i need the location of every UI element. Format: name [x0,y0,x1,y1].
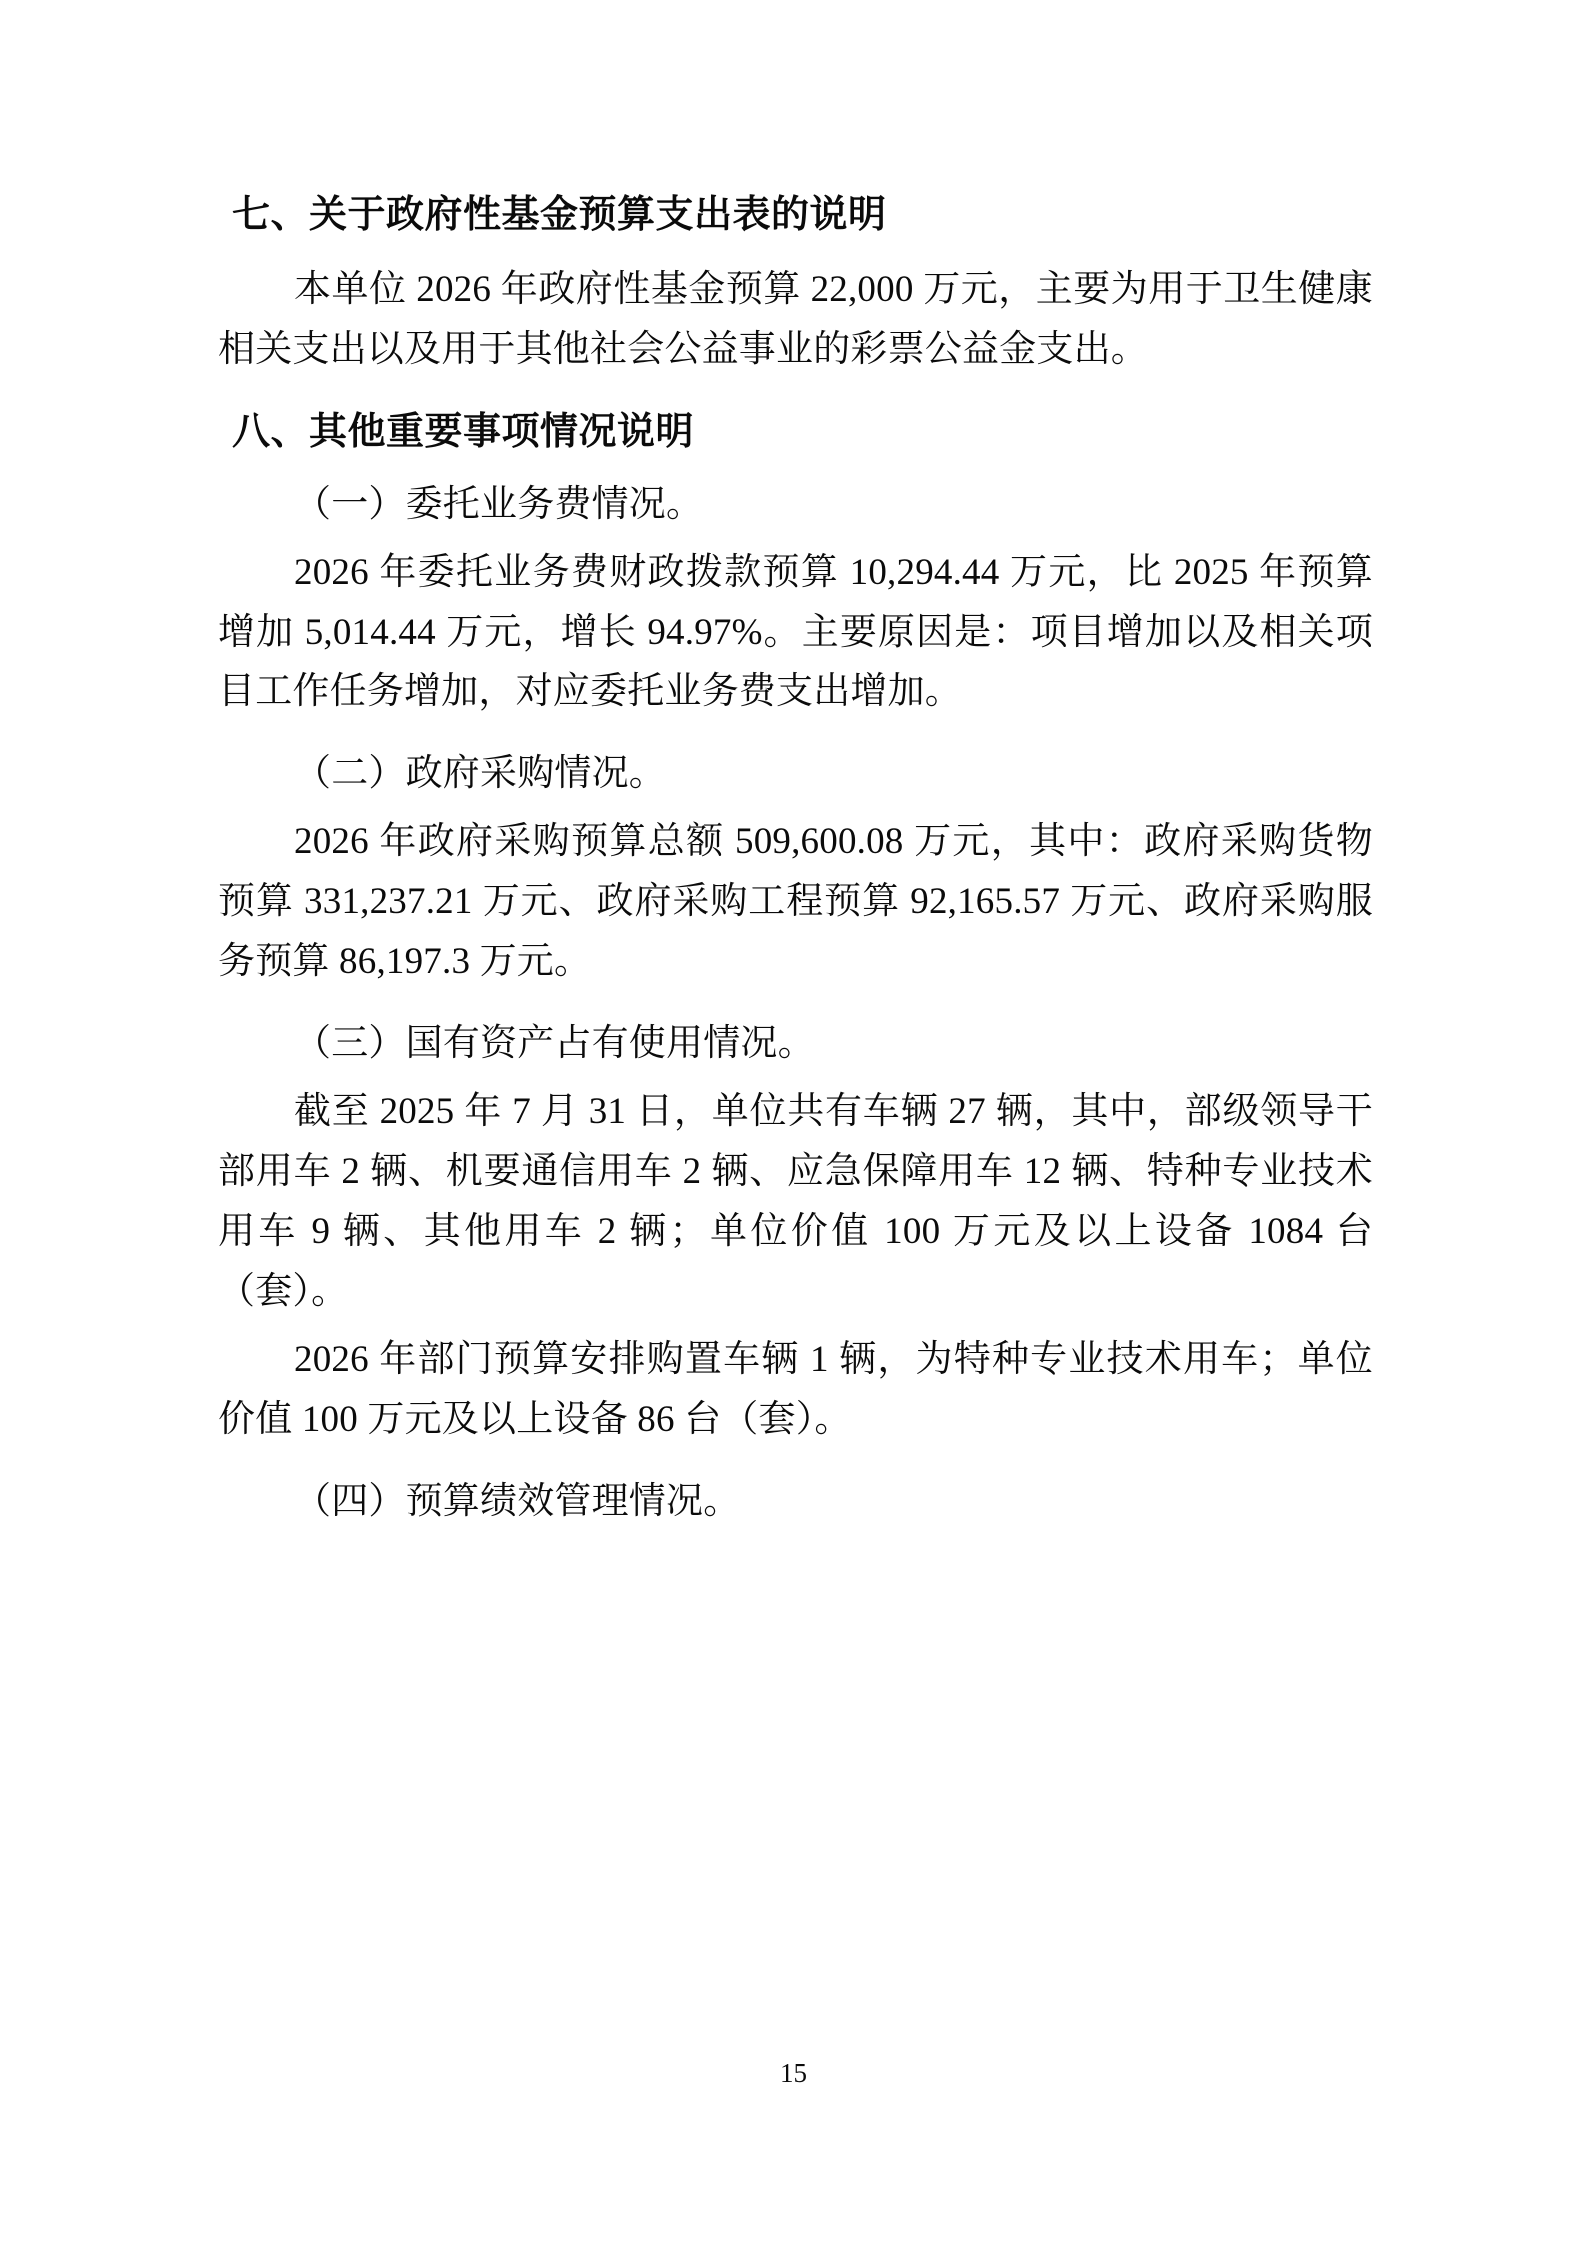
subsection-1-paragraph-1: 2026 年委托业务费财政拨款预算 10,294.44 万元，比 2025 年预算增加 5,014.44 万元，增长 94.97%。主要原因是：项目增加以及相关项目工作任务增加，对应委托业务费支出增加。 [218,551,1373,713]
subsection-2-heading: （二）政府采购情况。 [294,753,666,795]
page-content [218,185,1373,1540]
subsection-3-paragraph-2: 2026 年部门预算安排购置车辆 1 辆，为特种专业技术用车；单位价值 100 万元及以上设备 86 台（套）。 [218,1338,1373,1440]
subsection-2-paragraph-1: 2026 年政府采购预算总额 509,600.08 万元，其中：政府采购货物预算 331,237.21 万元、政府采购工程预算 92,165.57 万元、政府采购服务预算 86,197.3 万元。 [218,821,1373,983]
paragraph-spacer [218,730,1373,744]
section-heading-7: 七、关于政府性基金预算支出表的说明 [232,192,887,236]
subsection-3-paragraph-1: 截至 2025 年 7 月 31 日，单位共有车辆 27 辆，其中，部级领导干部用车 2 辆、机要通信用车 2 辆、应急保障用车 12 辆、特种专业技术用车 9 辆、其他用车 2 辆；单位价值 100 万元及以上设备 1084 台（套）。 [218,1091,1373,1312]
paragraph-spacer [218,1458,1373,1472]
section-heading-8: 八、其他重要事项情况说明 [232,408,695,453]
subsection-4-heading: （四）预算绩效管理情况。 [294,1480,741,1522]
paragraph-spacer [218,1000,1373,1014]
subsection-1-heading: （一）委托业务费情况。 [294,483,704,525]
subsection-3-heading: （三）国有资产占有使用情况。 [294,1023,815,1065]
page-number: 15 [780,2058,807,2088]
section-7-paragraph-1: 本单位 2026 年政府性基金预算 22,000 万元，主要为用于卫生健康相关支出以及用于其他社会公益事业的彩票公益金支出。 [218,268,1373,370]
